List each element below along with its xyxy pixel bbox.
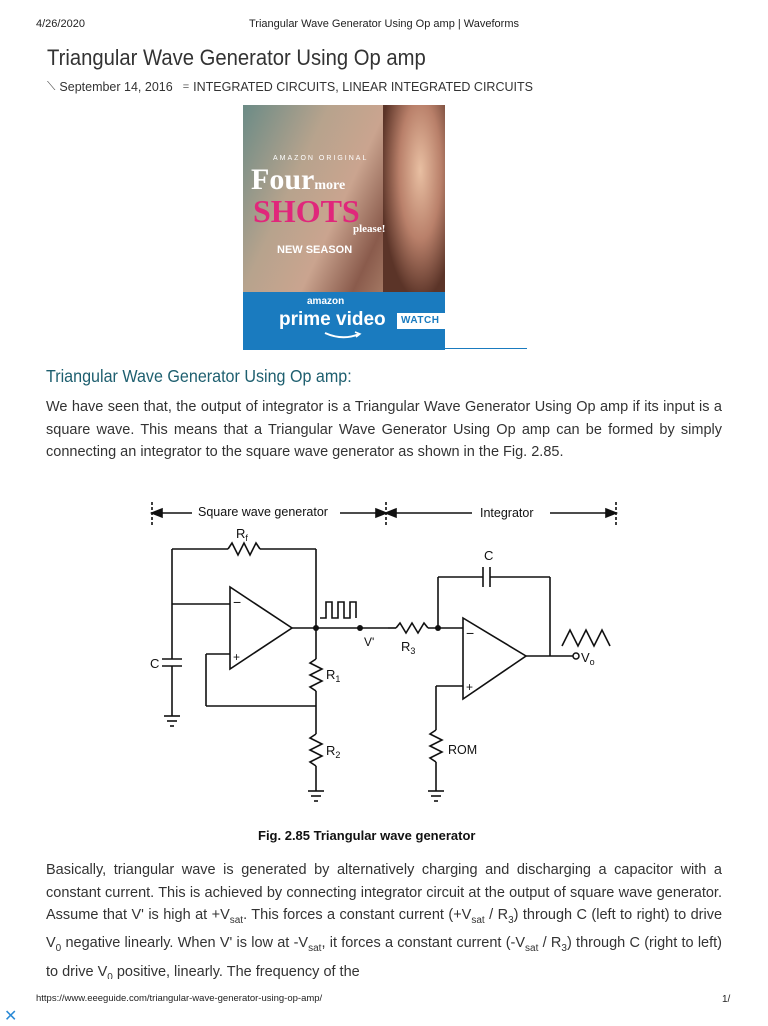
pencil-icon: ⟍ (47, 79, 56, 93)
ad-smile-icon (323, 331, 363, 341)
print-date: 4/26/2020 (36, 18, 85, 30)
label-integrator: Integrator (480, 506, 534, 520)
label-vprime: V' (364, 635, 375, 649)
ad-product: prime video (279, 309, 386, 330)
ad-title-shots: SHOTS (253, 193, 360, 229)
ad-portrait-photo (383, 105, 445, 292)
section-heading: Triangular Wave Generator Using Op amp: (46, 366, 352, 386)
page-title: Triangular Wave Generator Using Op amp (47, 45, 426, 70)
ad-watch-button[interactable]: WATCH (397, 313, 449, 329)
label-rom: ROM (448, 743, 478, 757)
label-square-wave-generator: Square wave generator (198, 505, 328, 519)
opamp2-plus: + (466, 680, 474, 694)
print-header-title: Triangular Wave Generator Using Op amp | Waveforms (248, 18, 519, 30)
opamp2-minus: − (466, 625, 475, 641)
advertisement-banner[interactable] (243, 105, 527, 350)
opamp1-minus: − (233, 594, 242, 610)
ad-brand: amazon (307, 296, 345, 307)
ad-season: NEW SEASON (277, 244, 353, 256)
post-date: September 14, 2016 (59, 79, 173, 94)
label-vo: $V_o$ (581, 650, 595, 667)
footer-page-number: 1/ (722, 994, 731, 1005)
ad-kicker: AMAZON ORIGINAL (273, 155, 369, 162)
ad-title-please: please! (353, 223, 386, 235)
ad-title-four: Fourmore (251, 163, 346, 196)
paragraph-explanation: Basically, triangular wave is generated by alternatively charging and discharging a capacitor with a constant current. This is achieved by connecting integrator circuit at the output of square wave generator. Assume that V' is high at $+V_{sat}$. This forces a constant current $(+V_{sat} / R_3)$ through C (left to right) to drive $V_0$ negative linearly. When V' is low at $-V_{sat}$, it forces a constant current $(-V_{sat} / R_3)$ through C (right to left) to drive $V_0$ positive, linearly. The frequency of the (46, 862, 722, 979)
circuit-figure (140, 494, 630, 839)
footer-url: https://www.eeeguide.com/triangular-wave-generator-using-op-amp/ (36, 993, 323, 1004)
label-rf: $R_f$ (236, 526, 248, 543)
label-r3: $R_3$ (401, 639, 416, 656)
figure-caption: Fig. 2.85 Triangular wave generator (258, 828, 476, 843)
category-icon: = (182, 80, 190, 93)
opamp1-plus: + (233, 650, 241, 664)
label-r2: $R_2$ (326, 743, 341, 760)
label-c-top: C (484, 548, 494, 563)
paragraph-intro: We have seen that, the output of integrator is a Triangular Wave Generator Using Op amp if its input is a square wave. This means that a Triangular Wave Generator Using Op amp can be formed by simply connecting an integrator to the square wave generator as shown in the Fig. 2.85. (46, 399, 722, 460)
label-c-left: C (150, 656, 160, 671)
ad-right-blank (445, 105, 527, 350)
post-meta (47, 79, 533, 94)
label-r1: $R_1$ (326, 667, 341, 684)
ad-divider (445, 348, 527, 349)
close-icon[interactable]: ✕ (4, 1008, 18, 1025)
post-categories-link[interactable]: INTEGRATED CIRCUITS, LINEAR INTEGRATED CIRCUITS (193, 79, 533, 94)
